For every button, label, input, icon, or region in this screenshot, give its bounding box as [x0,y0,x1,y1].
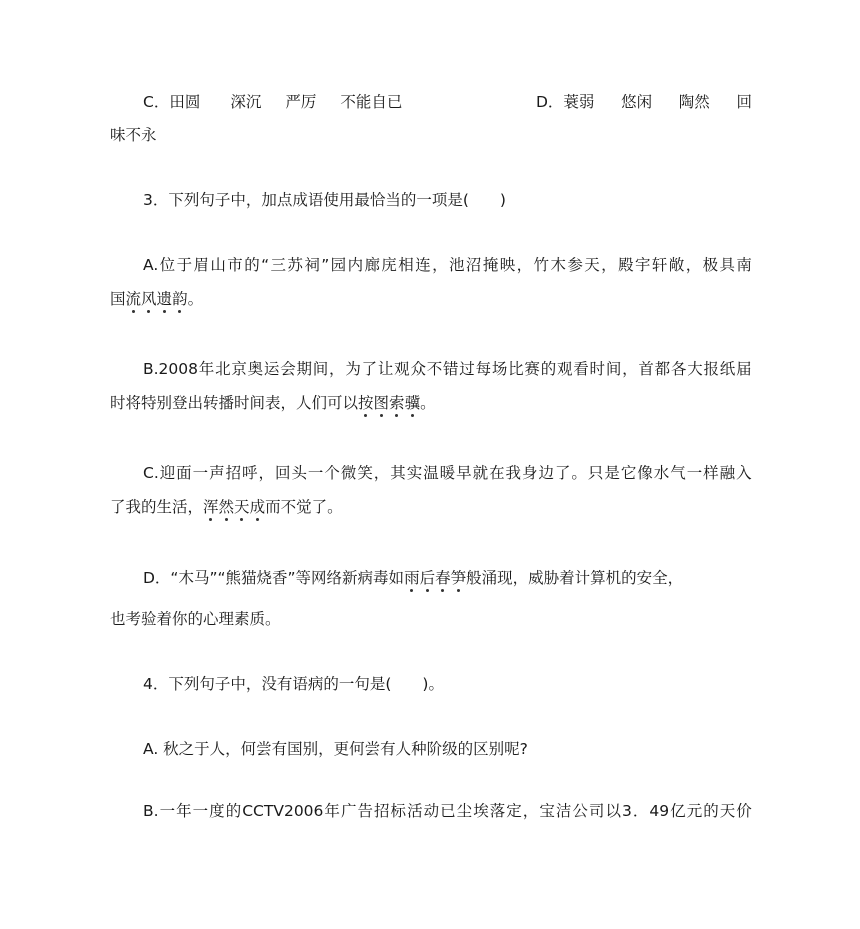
option-d-word-2: 悠闲 [621,93,653,111]
q3-option-c-line-2 [110,497,752,517]
dotted-char: 春 [435,569,451,587]
q3-option-a-line-1: A. 位 于 眉 山 市 的 “ 三 苏 祠 ” 园 内 廊 庑 相 连 ， 池 沼 掩 映 ， 竹 木 参 天 ， 殿 宇 轩 敞 ， 极 具 南 [143,256,752,274]
text-run: 。 [420,394,436,412]
q4-option-a: A. 秋之于人，何尝有国别，更何尝有人种阶级的区别呢? [143,740,528,758]
option-d-word-4-start: 回 [736,93,752,111]
dotted-char: 按 [358,394,374,412]
question-3-stem: 3．下列句子中，加点成语使用最恰当的一项是( ) [143,191,506,209]
q3-option-d-line-2: 也考验着你的心理素质。 [110,610,281,628]
text-run: 国 [110,290,126,308]
dotted-char: 天 [234,498,250,516]
q3-option-d-line-1 [143,568,752,588]
option-c-word-3: 严厉 [285,93,317,111]
option-c-word-4: 不能自已 [340,93,403,111]
text-run: 般涌现，威胁着计算机的安全， [466,569,684,587]
dotted-char: 遗 [156,290,173,308]
dotted-char: 风 [141,290,157,308]
option-d-word-3: 陶然 [678,93,710,111]
text-run: 时将特别登出转播时间表，人们可以 [110,394,359,412]
q3-option-a-line-2 [110,289,752,309]
text-run: 。 [187,290,204,308]
option-c-label: C．田圆 [143,93,201,111]
dotted-char: 流 [125,290,142,308]
option-d-continuation: 味不永 [110,126,157,144]
dotted-char: 雨 [404,569,420,587]
dotted-char: 图 [373,394,390,412]
dotted-char: 然 [218,498,235,516]
dotted-char: 骥 [404,394,421,412]
dotted-char: 成 [249,498,266,516]
text-run: 了我的生活， [110,498,204,516]
q3-option-b-line-1: B.2008 年 北 京 奥 运 会 期 间 ， 为 了 让 观 众 不 错 过 每 场 比 赛 的 观 看 时 间 ， 首 都 各 大 报 纸 届 [143,360,752,378]
text-run: D．“木马”“熊猫烧香”等网络新病毒如 [143,569,405,587]
dotted-char: 索 [389,394,405,412]
dotted-char: 笋 [450,569,467,587]
option-c-word-2: 深沉 [230,93,262,111]
q4-option-b-line-1: B. 一 年 一 度 的 CCTV2006 年 广 告 招 标 活 动 已 尘 埃 落 定 ， 宝 洁 公 司 以 3 ． 49 亿 元 的 天 价 [143,802,752,820]
q3-option-b-line-2 [110,393,752,413]
q3-option-c-line-1: C. 迎 面 一 声 招 呼 ， 回 头 一 个 微 笑 ， 其 实 温 暖 早 就 在 我 身 边 了 。 只 是 它 像 水 气 一 样 融 入 [143,464,752,482]
dotted-char: 后 [419,569,436,587]
option-d-label: D．蓑弱 [536,93,595,111]
text-run: 而不觉了。 [265,498,343,516]
question-4-stem: 4．下列句子中，没有语病的一句是( )。 [143,675,444,693]
dotted-char: 韵 [172,290,188,308]
options-cd-row [143,92,752,112]
dotted-char: 浑 [203,498,219,516]
